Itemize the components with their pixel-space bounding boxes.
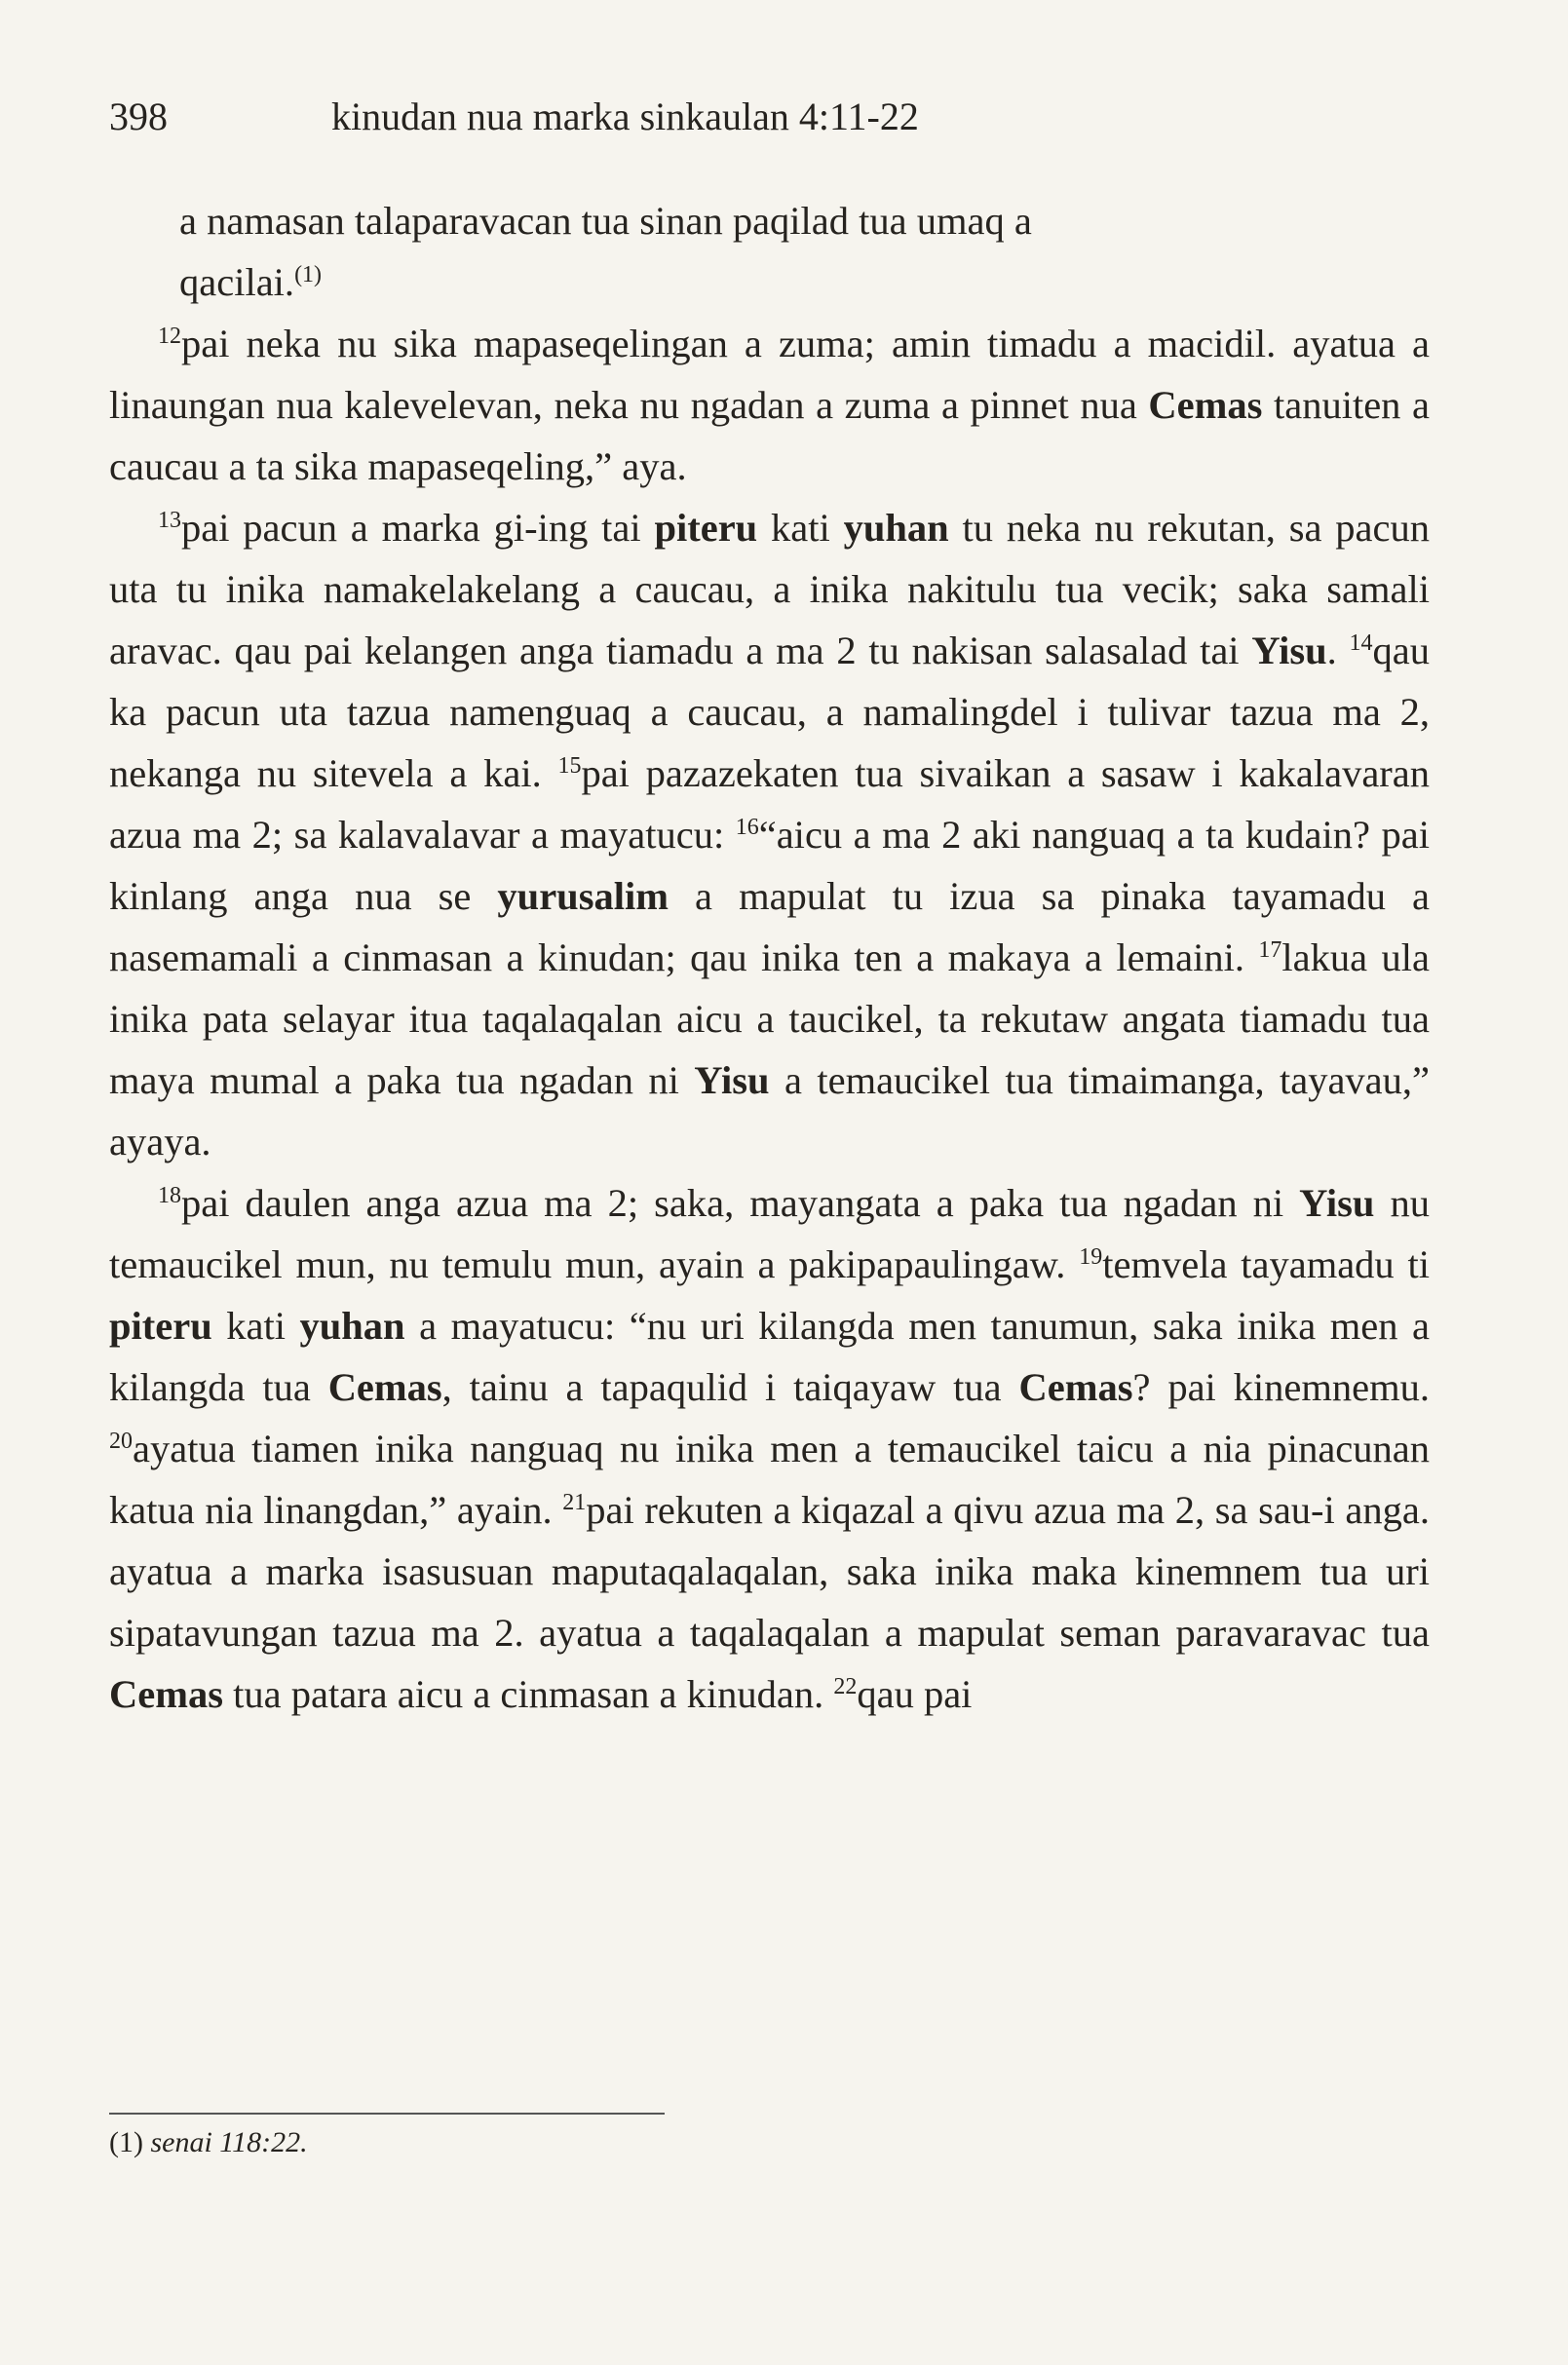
verse-number: 18 (158, 1183, 181, 1208)
verse-number: 20 (109, 1429, 133, 1454)
verse-number: 14 (1349, 630, 1373, 656)
quote-block: a namasan talaparavacan tua sinan paqilad tua umaq a qacilai.$^{(1)}$ (179, 199, 1032, 304)
paragraph: $^{12}$pai neka nu sika mapaseqelingan a zuma; amin timadu a macidil. ayatua a linaungan nua kalevelevan, neka nu ngadan a zuma a pinnet nua Cemas tanuiten a caucau a ta sika mapaseqeling,” aya. (109, 322, 1430, 488)
footnote-divider (109, 2113, 665, 2115)
paragraph: $^{18}$pai daulen anga azua ma 2; saka, mayangata a paka tua ngadan ni Yisu nu temaucikel mun, nu temulu mun, ayain a pakipapaulingaw. $^{19}$temvela tayamadu ti piteru kati yuhan a mayatucu: “nu uri kilangda men tanumun, saka inika men a kilangda tua Cemas, tainu a tapaqulid i taiqayaw tua Cemas? pai kinemnemu. $^{20}$ayatua tiamen inika nanguaq nu inika men a temaucikel taicu a nia pinacunan katua nia linangdan,” ayain. $^{21}$pai rekuten a kiqazal a qivu azua ma 2, sa sau-i anga. ayatua a marka isasusuan maputaqalaqalan, saka inika maka kinemnem tua uri sipatavungan tazua ma 2. ayatua a taqalaqalan a mapulat seman paravaravac tua Cemas tua patara aicu a cinmasan a kinudan. $^{22}$qau pai (109, 1181, 1431, 1716)
footnote (109, 2124, 308, 2161)
body-text (109, 190, 1430, 1725)
verse-number: 22 (833, 1674, 858, 1699)
footnote-mark: (1) (109, 2126, 143, 2158)
page-header (109, 94, 1459, 140)
footnote-ref[interactable]: (1) (294, 262, 323, 287)
running-title: kinudan nua marka sinkaulan 4:11-22 (331, 95, 919, 138)
page-number: 398 (109, 95, 168, 138)
paragraph: $^{13}$pai pacun a marka gi-ing tai piteru kati yuhan tu neka nu rekutan, sa pacun uta tu inika namakelakelang a caucau, a inika nakitulu tua vecik; saka samali aravac. qau pai kelangen anga tiamadu a ma 2 tu nakisan salasalad tai Yisu. $^{14}$qau ka pacun uta tazua namenguaq a caucau, a namalingdel i tulivar tazua ma 2, nekanga nu sitevela a kai. $^{15}$pai pazazekaten tua sivaikan a sasaw i kakalavaran azua ma 2; sa kalavalavar a mayatucu: $^{16}$“aicu a ma 2 aki nanguaq a ta kudain? pai kinlang anga nua se yurusalim a mapulat tu izua sa pinaka tayamadu a nasemamali a cinmasan a kinudan; qau inika ten a makaya a lemaini. $^{17}$lakua ula inika pata selayar itua taqalaqalan aicu a taucikel, ta rekutaw angata tiamadu tua maya mumal a paka tua ngadan ni Yisu a temaucikel tua timaimanga, tayavau,” ayaya. (109, 506, 1431, 1163)
verse-number: 13 (158, 508, 181, 533)
footnote-text: senai 118:22. (150, 2126, 308, 2158)
verse-number: 19 (1079, 1244, 1103, 1270)
verse-number: 17 (1258, 937, 1282, 963)
verse-number: 21 (562, 1490, 587, 1515)
verse-number: 12 (158, 324, 181, 349)
verse-number: 15 (557, 753, 582, 779)
verse-number: 16 (735, 815, 759, 840)
